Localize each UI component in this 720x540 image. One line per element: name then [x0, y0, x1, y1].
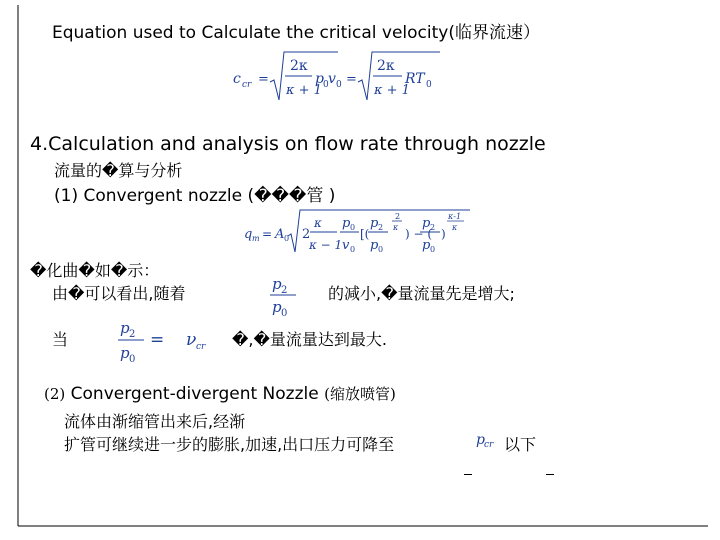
svg-text:v: v	[328, 71, 336, 87]
svg-text:=: =	[258, 72, 269, 87]
svg-text:p: p	[422, 216, 431, 231]
svg-text:2: 2	[378, 223, 384, 232]
expansion-text-line1: 流体由渐缩管出来后,经渐	[64, 412, 246, 431]
svg-text:p: p	[272, 298, 282, 316]
pressure-ratio-fraction	[268, 272, 308, 318]
svg-text:κ: κ	[452, 223, 458, 232]
svg-text:p: p	[422, 238, 431, 253]
equation-title: Equation used to Calculate the critical velocity(临界流速）	[52, 23, 540, 43]
svg-text:2: 2	[129, 329, 136, 340]
expansion-text-tail: 以下	[504, 435, 537, 454]
svg-text:2: 2	[281, 285, 288, 296]
svg-text:κ: κ	[393, 223, 399, 232]
convergent-divergent-heading	[44, 383, 396, 404]
critical-pressure-symbol	[474, 430, 504, 452]
svg-text:0: 0	[378, 245, 384, 254]
mass-flow-equation	[242, 208, 472, 258]
svg-text:κ − 1: κ − 1	[309, 238, 343, 252]
svg-text:κ + 1: κ + 1	[286, 83, 322, 98]
section-title-en: Convergent-divergent Nozzle	[70, 384, 319, 404]
section-title-cn: (缩放喷管)	[324, 385, 396, 403]
svg-text:v: v	[342, 238, 350, 253]
svg-text:κ + 1: κ + 1	[374, 83, 410, 98]
decorative-dash-right	[546, 474, 554, 475]
svg-text:0: 0	[281, 308, 288, 318]
svg-text:0: 0	[323, 80, 329, 90]
svg-text:A: A	[275, 227, 285, 242]
trend-text: 由�可以看出,随着	[52, 284, 186, 303]
svg-text:0: 0	[426, 80, 432, 90]
svg-text:p: p	[120, 319, 130, 337]
svg-text:q: q	[244, 227, 253, 242]
svg-text:0: 0	[129, 354, 136, 365]
svg-text:κ-1: κ-1	[448, 212, 462, 221]
svg-text:0: 0	[350, 245, 356, 254]
svg-text:p: p	[272, 275, 282, 293]
svg-text:2: 2	[395, 212, 401, 221]
svg-text:ν: ν	[186, 330, 197, 350]
expansion-text-line2: 扩管可继续进一步的膨胀,加速,出口压力可降至	[64, 435, 395, 454]
svg-text:p: p	[370, 216, 379, 231]
svg-text:m: m	[252, 234, 260, 243]
section-number: (2)	[44, 385, 66, 403]
svg-text:=: =	[262, 227, 273, 241]
section-subheading-cn: 流量的�算与分析	[54, 161, 183, 180]
section-heading: 4.Calculation and analysis on flow rate through nozzle	[30, 133, 546, 155]
svg-text:) − (: ) − (	[405, 227, 433, 241]
svg-text:2κ: 2κ	[290, 58, 308, 74]
svg-text:): )	[441, 227, 446, 241]
svg-text:RT: RT	[405, 71, 425, 87]
svg-text:=: =	[346, 72, 357, 87]
svg-text:2: 2	[302, 227, 311, 242]
svg-text:0: 0	[350, 223, 356, 232]
svg-text:p: p	[370, 238, 379, 253]
svg-text:[(: [(	[360, 227, 370, 241]
svg-text:cr: cr	[242, 80, 252, 90]
svg-text:p: p	[476, 432, 485, 448]
svg-text:p: p	[315, 71, 324, 87]
decorative-dash-left	[464, 474, 472, 475]
svg-text:c: c	[233, 71, 241, 87]
max-flow-text: �,�量流量达到最大.	[232, 330, 387, 349]
convergent-nozzle-heading: (1) Convergent nozzle (���管 )	[54, 186, 336, 206]
svg-text:cr: cr	[196, 342, 206, 352]
when-label: 当	[52, 330, 69, 349]
critical-ratio-equation	[116, 316, 236, 366]
svg-text:κ: κ	[314, 216, 322, 230]
svg-text:2: 2	[430, 223, 436, 232]
svg-text:0: 0	[430, 245, 436, 254]
trend-text-tail: 的减小,�量流量先是增大;	[328, 284, 515, 303]
svg-text:cr: cr	[484, 440, 494, 450]
svg-text:=: =	[150, 330, 165, 350]
svg-text:p: p	[342, 216, 351, 231]
curve-description: �化曲�如�示：	[30, 261, 160, 280]
svg-text:2κ: 2κ	[377, 58, 395, 74]
svg-text:p: p	[120, 344, 130, 362]
svg-text:0: 0	[336, 80, 342, 90]
critical-velocity-equation	[230, 50, 450, 106]
svg-text:0: 0	[284, 234, 290, 243]
